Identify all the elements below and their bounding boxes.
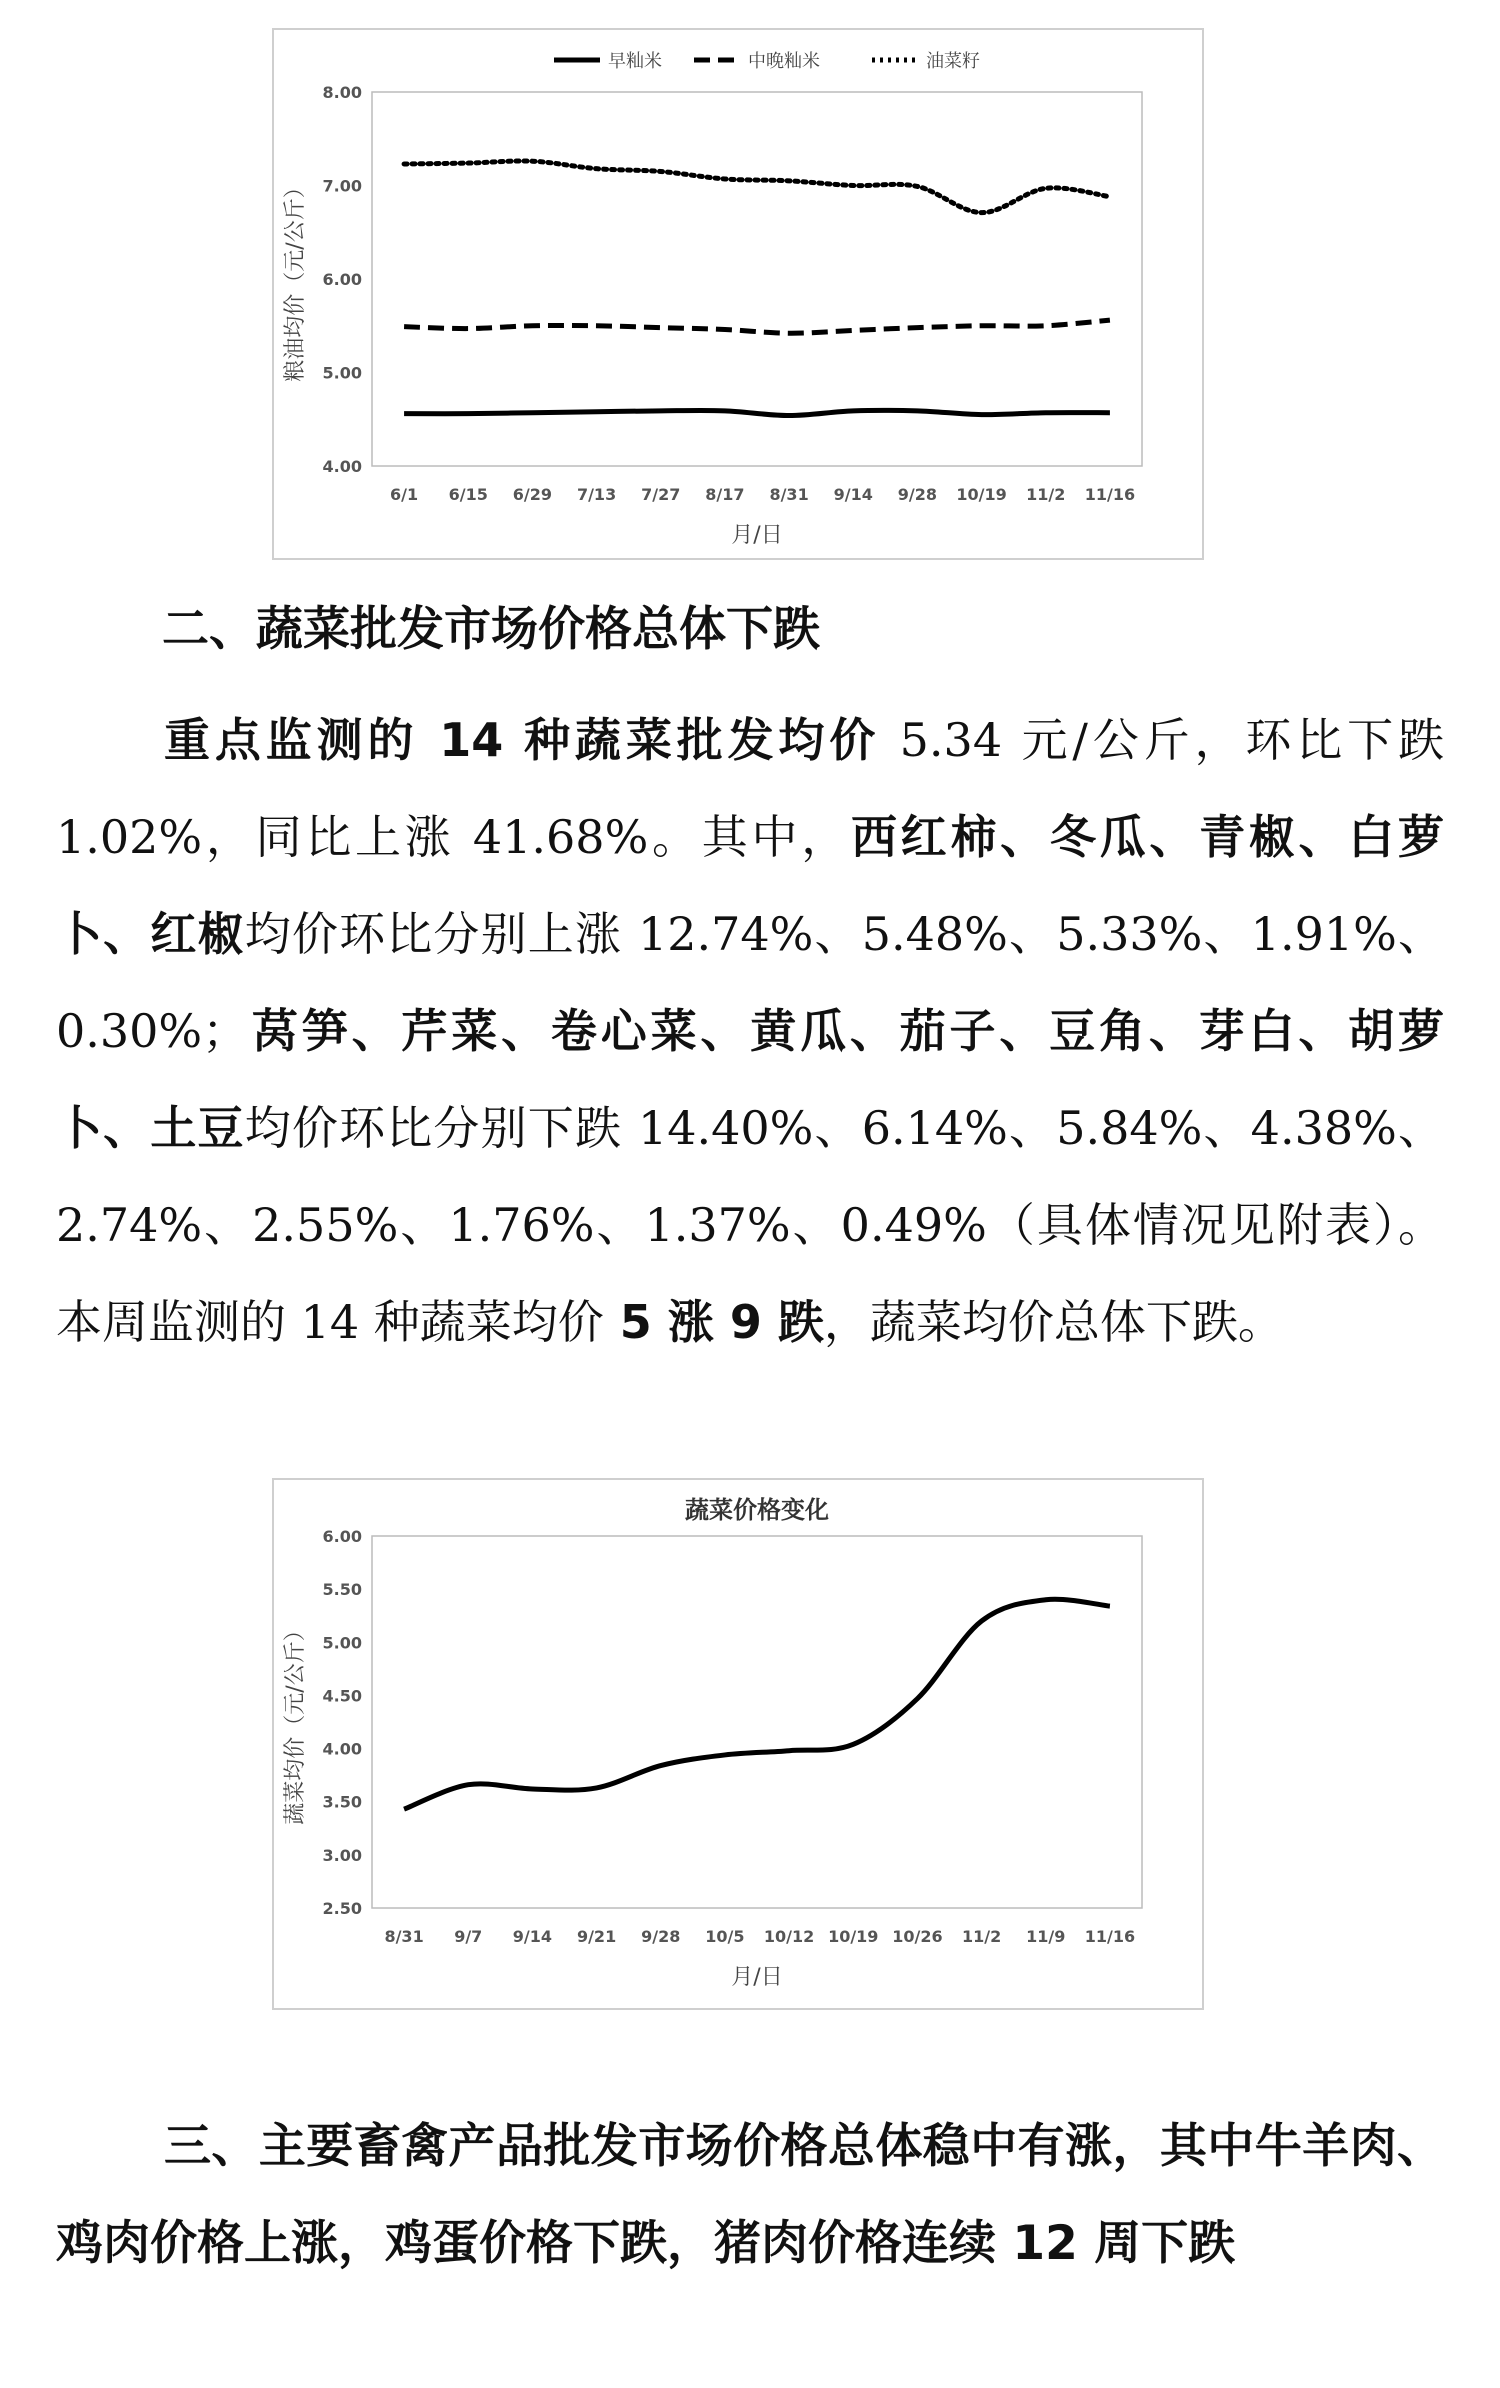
data-point xyxy=(787,178,792,183)
x-tick-label: 9/7 xyxy=(454,1927,483,1946)
data-point xyxy=(402,324,407,329)
rising-rates: 均价环比分别上涨 12.74%、5.48%、5.33%、1.91%、0.30%； xyxy=(56,907,1444,1058)
x-tick-label: 9/14 xyxy=(512,1927,553,1946)
data-point xyxy=(1107,1604,1112,1609)
data-point xyxy=(1107,318,1112,323)
data-point xyxy=(851,328,856,333)
data-point xyxy=(594,409,599,414)
data-point xyxy=(851,408,856,413)
x-tick-label: 8/31 xyxy=(769,485,809,504)
data-point xyxy=(530,410,535,415)
data-point xyxy=(658,408,663,413)
x-tick-label: 10/5 xyxy=(705,1927,745,1946)
x-axis-label: 月/日 xyxy=(731,523,783,548)
x-tick-label: 6/1 xyxy=(390,485,419,504)
data-point xyxy=(658,169,663,174)
x-tick-label: 8/17 xyxy=(705,485,745,504)
data-point xyxy=(1043,323,1048,328)
section3-heading: 三、主要畜禽产品批发市场价格总体稳中有涨，其中牛羊肉、鸡肉价格上涨，鸡蛋价格下跌，猪肉价格连续 12 周下跌 xyxy=(56,2119,1444,2271)
x-axis-label: 月/日 xyxy=(731,1965,783,1990)
x-tick-label: 9/28 xyxy=(897,485,938,504)
series-line-2 xyxy=(404,161,1110,213)
y-tick-label: 2.50 xyxy=(322,1899,362,1918)
up-down-count: 5 涨 9 跌 xyxy=(603,1295,824,1349)
x-tick-label: 6/29 xyxy=(512,485,553,504)
data-point xyxy=(530,323,535,328)
x-tick-label: 9/28 xyxy=(641,1927,681,1946)
data-point xyxy=(1043,410,1048,415)
x-tick-label: 11/16 xyxy=(1084,485,1136,504)
data-point xyxy=(402,161,407,166)
data-point xyxy=(915,325,920,330)
data-point xyxy=(466,326,471,331)
y-tick-label: 4.50 xyxy=(322,1686,362,1706)
x-tick-label: 11/9 xyxy=(1026,1927,1066,1946)
rising-vegetables: 西红柿、冬瓜、青椒、白萝卜、红椒 xyxy=(56,810,1445,961)
data-point xyxy=(594,1785,599,1790)
data-point xyxy=(1107,410,1112,415)
para-conclusion: ，蔬菜均价总体下跌。 xyxy=(823,1295,1284,1349)
para-price: 5.34 元/公斤，环比下跌 1.02%，同比上涨 41.68%。其中， xyxy=(56,713,1444,864)
x-tick-label: 11/2 xyxy=(961,1927,1002,1946)
chart-title: 蔬菜价格变化 xyxy=(685,1496,829,1524)
data-point xyxy=(915,1696,920,1701)
data-point xyxy=(466,411,471,416)
x-tick-label: 9/21 xyxy=(576,1927,617,1946)
data-point xyxy=(530,1786,535,1791)
falling-vegetables: 莴笋、芹菜、卷心菜、黄瓜、茄子、豆角、芽白、胡萝卜、土豆 xyxy=(56,1004,1444,1155)
data-point xyxy=(915,408,920,413)
data-point xyxy=(402,411,407,416)
y-tick-label: 3.00 xyxy=(322,1845,362,1865)
y-tick-label: 3.50 xyxy=(322,1792,362,1812)
legend-label-1: 中晚籼米 xyxy=(748,51,820,72)
section2-heading: 二、蔬菜批发市场价格总体下跌 xyxy=(162,602,820,657)
grain-oil-chart-svg xyxy=(274,30,1202,558)
series-line-1 xyxy=(404,320,1110,333)
y-tick-label: 6.00 xyxy=(322,270,362,289)
series-line-0 xyxy=(404,410,1110,415)
data-point xyxy=(722,1752,727,1757)
data-point xyxy=(787,331,792,336)
x-tick-label: 9/14 xyxy=(833,485,873,504)
data-point xyxy=(979,323,984,328)
x-tick-label: 11/16 xyxy=(1084,1927,1136,1946)
grain-oil-price-chart xyxy=(272,28,1204,560)
x-tick-label: 10/12 xyxy=(763,1927,815,1946)
data-point xyxy=(851,1742,856,1747)
y-tick-label: 7.00 xyxy=(322,176,362,196)
y-tick-label: 4.00 xyxy=(322,457,362,476)
x-tick-label: 8/31 xyxy=(384,1927,424,1946)
data-point xyxy=(594,166,599,171)
x-tick-label: 7/27 xyxy=(641,485,681,504)
section2-paragraph xyxy=(56,692,1444,1371)
data-point xyxy=(915,184,920,189)
data-point xyxy=(722,176,727,181)
data-point xyxy=(722,408,727,413)
vegetable-chart-svg xyxy=(274,1480,1202,2008)
y-tick-label: 5.00 xyxy=(322,363,362,383)
data-point xyxy=(979,1619,984,1624)
data-point xyxy=(402,1807,407,1812)
data-point xyxy=(594,323,599,328)
plot-area xyxy=(372,1536,1142,1908)
data-point xyxy=(466,161,471,166)
x-tick-label: 11/2 xyxy=(1026,485,1066,504)
data-point xyxy=(979,210,984,215)
data-point xyxy=(787,1748,792,1753)
data-point xyxy=(1107,194,1112,199)
data-point xyxy=(658,325,663,330)
x-tick-label: 6/15 xyxy=(448,485,488,504)
y-tick-label: 5.50 xyxy=(322,1580,362,1600)
data-point xyxy=(787,413,792,418)
x-tick-label: 10/19 xyxy=(956,485,1007,504)
plot-area xyxy=(372,92,1142,466)
y-tick-label: 8.00 xyxy=(322,83,362,102)
data-point xyxy=(979,412,984,417)
y-tick-label: 4.00 xyxy=(322,1739,362,1759)
data-point xyxy=(851,183,856,188)
data-point xyxy=(722,327,727,332)
x-tick-label: 7/13 xyxy=(576,485,617,504)
series-line-0 xyxy=(404,1599,1110,1809)
y-tick-label: 6.00 xyxy=(322,1527,362,1546)
data-point xyxy=(466,1782,471,1787)
y-axis-label: 蔬菜均价（元/公斤） xyxy=(283,1619,308,1825)
x-tick-label: 10/26 xyxy=(892,1927,943,1946)
para-lead: 重点监测的 14 种蔬菜批发均价 xyxy=(164,713,881,767)
legend-label-2: 油菜籽 xyxy=(926,51,980,72)
data-point xyxy=(530,159,535,164)
y-tick-label: 5.00 xyxy=(322,1633,362,1653)
data-point xyxy=(658,1763,663,1768)
vegetable-price-chart xyxy=(272,1478,1204,2010)
falling-rates: 均价环比分别下跌 14.40%、6.14%、5.84%、4.38%、2.74%、2.55%、1.76%、1.37%、0.49%（具体情况见附表）。本周监测的 14 种蔬菜均价 xyxy=(56,1101,1444,1349)
data-point xyxy=(1043,1597,1048,1602)
x-tick-label: 10/19 xyxy=(828,1927,879,1946)
legend-label-0: 早籼米 xyxy=(608,51,662,72)
y-axis-label: 粮油均价（元/公斤） xyxy=(283,176,308,382)
data-point xyxy=(1043,186,1048,191)
